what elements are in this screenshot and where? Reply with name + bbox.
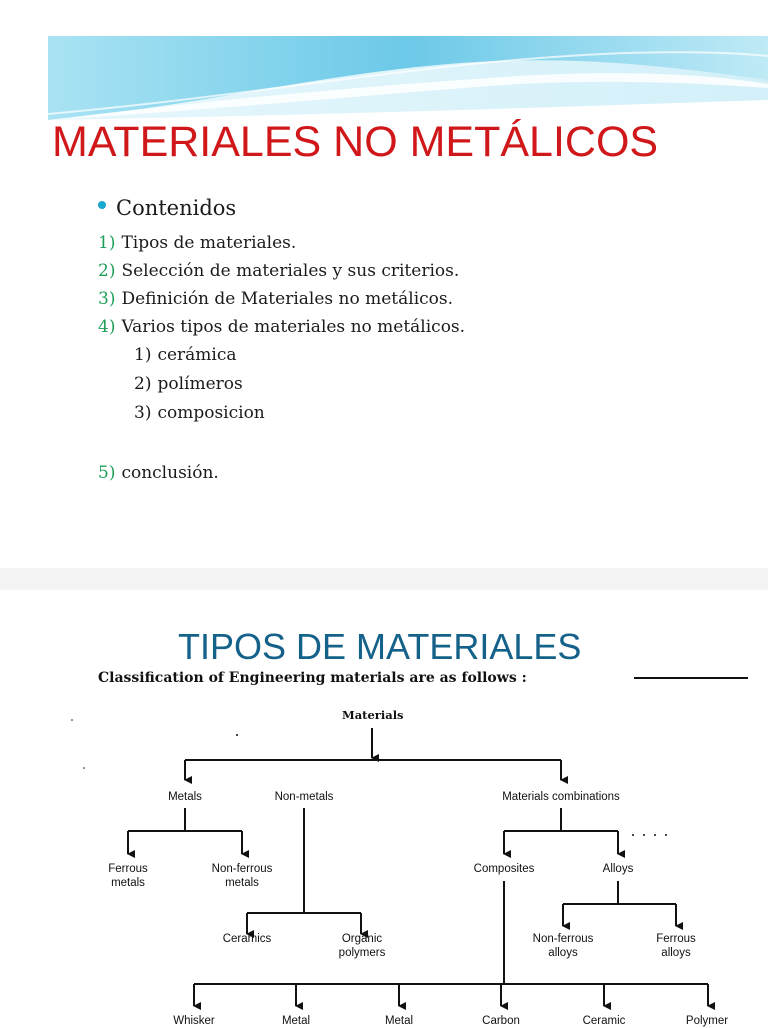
node-ferrous-metals: Ferrous metals — [108, 863, 148, 889]
tree-connectors — [48, 668, 768, 1024]
node-non-ferrous-alloys: Non-ferrous alloys — [532, 933, 594, 959]
list-text: Varios tipos de materiales no metálicos. — [121, 317, 466, 337]
node-whisker: Whisker — [173, 1015, 215, 1027]
classification-title: Classification of Engineering materials are as follows : — [98, 670, 527, 686]
node-materials: Materials — [342, 708, 404, 722]
classification-diagram — [48, 668, 768, 1027]
bullet-dot-icon — [98, 201, 106, 209]
sub-list-number: 2) — [134, 374, 152, 394]
sub-list-item — [134, 403, 265, 423]
node-composites: Composites — [473, 863, 535, 875]
node-ceramic: Ceramic — [582, 1015, 626, 1027]
node-non-ferrous-metals: Non-ferrous metals — [211, 863, 273, 889]
list-number: 3) — [98, 289, 116, 309]
list-number: 4) — [98, 317, 116, 337]
sub-list-text: composicion — [157, 403, 265, 423]
node-ferrous-alloys: Ferrous alloys — [656, 933, 696, 959]
sub-list-text: polímeros — [157, 374, 243, 394]
bullet-heading-text: Contenidos — [116, 196, 237, 220]
list-item — [98, 317, 465, 337]
node-metals: Metals — [168, 791, 202, 803]
sub-list-item — [134, 374, 243, 394]
list-text: Tipos de materiales. — [121, 233, 297, 253]
node-ceramics: Ceramics — [222, 933, 272, 945]
list-text: Definición de Materiales no metálicos. — [121, 289, 454, 309]
node-organic-polymers: Organic polymers — [338, 933, 386, 959]
node-metal: Metal — [384, 1015, 414, 1027]
list-number: 2) — [98, 261, 116, 281]
list-text: conclusión. — [121, 463, 219, 483]
wave-banner — [48, 36, 768, 120]
list-text: Selección de materiales y sus criterios. — [121, 261, 460, 281]
sub-list-number: 1) — [134, 345, 152, 365]
node-carbon: Carbon — [482, 1015, 520, 1027]
node-alloys: Alloys — [602, 863, 634, 875]
list-item — [98, 463, 219, 483]
node-metal: Metal — [281, 1015, 311, 1027]
list-number: 5) — [98, 463, 116, 483]
node-materials-combinations: Materials combinations — [502, 791, 620, 803]
sub-list-number: 3) — [134, 403, 152, 423]
sub-list-text: cerámica — [157, 345, 237, 365]
list-number: 1) — [98, 233, 116, 253]
list-item — [98, 261, 459, 281]
list-item — [98, 233, 296, 253]
slide-title: TIPOS DE MATERIALES — [178, 626, 582, 667]
slide-2 — [0, 590, 768, 1027]
sub-list-item — [134, 345, 237, 365]
node-non-metals: Non-metals — [274, 791, 334, 803]
list-item — [98, 289, 453, 309]
slide-divider — [0, 568, 768, 590]
bullet-heading — [98, 196, 236, 220]
page-title: MATERIALES NO METÁLICOS — [52, 118, 659, 166]
node-polymer: Polymer — [685, 1015, 729, 1027]
